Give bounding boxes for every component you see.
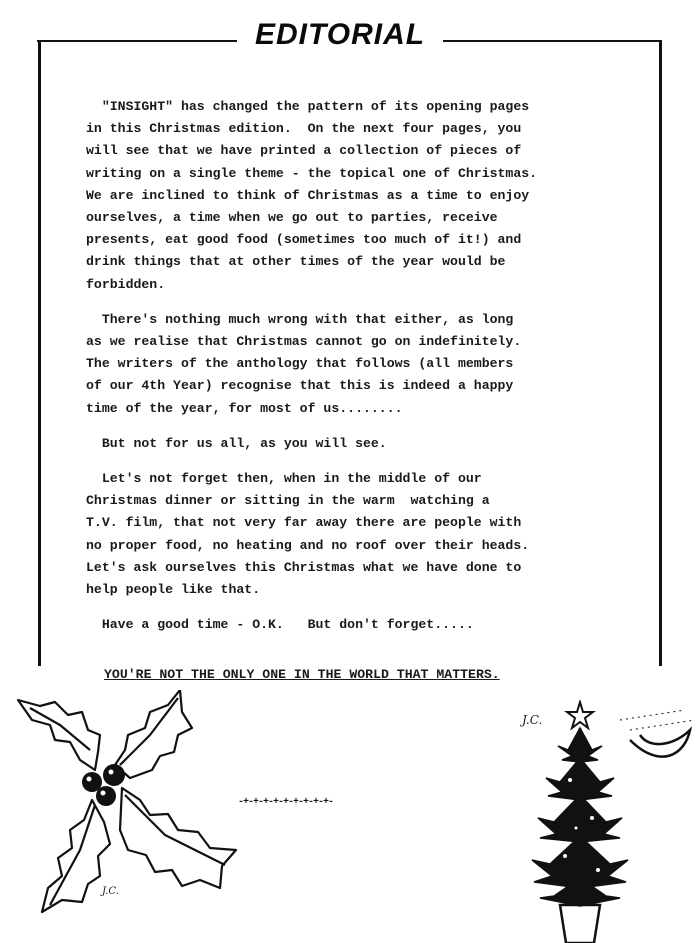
editorial-paragraph-3: But not for us all, as you will see. [86, 435, 387, 451]
ornamental-divider: -+-+-+-+-+-+-+-+-+- [238, 797, 334, 808]
holly-signature: J.C. [102, 886, 119, 897]
christmas-tree-icon [510, 700, 700, 943]
editorial-paragraph-2: There's nothing much wrong with that either, as long as we realise that Christmas cannot go on indefinitely. The writers of the anthology that follows (all members of our 4th Year) recognise that this is indeed a happy time of the year, for most of us........ [86, 311, 522, 416]
editorial-body [86, 96, 626, 649]
frame-left-rule [38, 40, 41, 666]
tree-signature: J.C. [522, 713, 543, 727]
frame-top-left-rule [37, 40, 237, 42]
frame-right-rule [659, 40, 662, 666]
frame-top-right-rule [443, 40, 661, 42]
editorial-paragraph-5: Have a good time - O.K. But don't forget..... [86, 617, 474, 633]
holly-icon [0, 690, 250, 920]
closing-line: YOU'RE NOT THE ONLY ONE IN THE WORLD THAT MATTERS. [104, 667, 500, 682]
editorial-paragraph-4: Let's not forget then, when in the middle of our Christmas dinner or sitting in the warm watching a T.V. film, that not very far away there are people with no proper food, no heating and no roof over their heads. Let's ask ourselves this Christmas what we have done to help people like that. [86, 471, 530, 598]
page-title: EDITORIAL [254, 18, 426, 51]
editorial-paragraph-1: "INSIGHT" has changed the pattern of its opening pages in this Christmas edition. On the next four pages, you will see that we have printed a collection of pieces of writing on a single theme - the topical one of Christmas. We are inclined to think of Christmas as a time to enjoy ourselves, a time when we go out to parties, receive presents, eat good food (sometimes too much of it!) and drink things that at other times of the year would be forbidden. [86, 99, 538, 292]
